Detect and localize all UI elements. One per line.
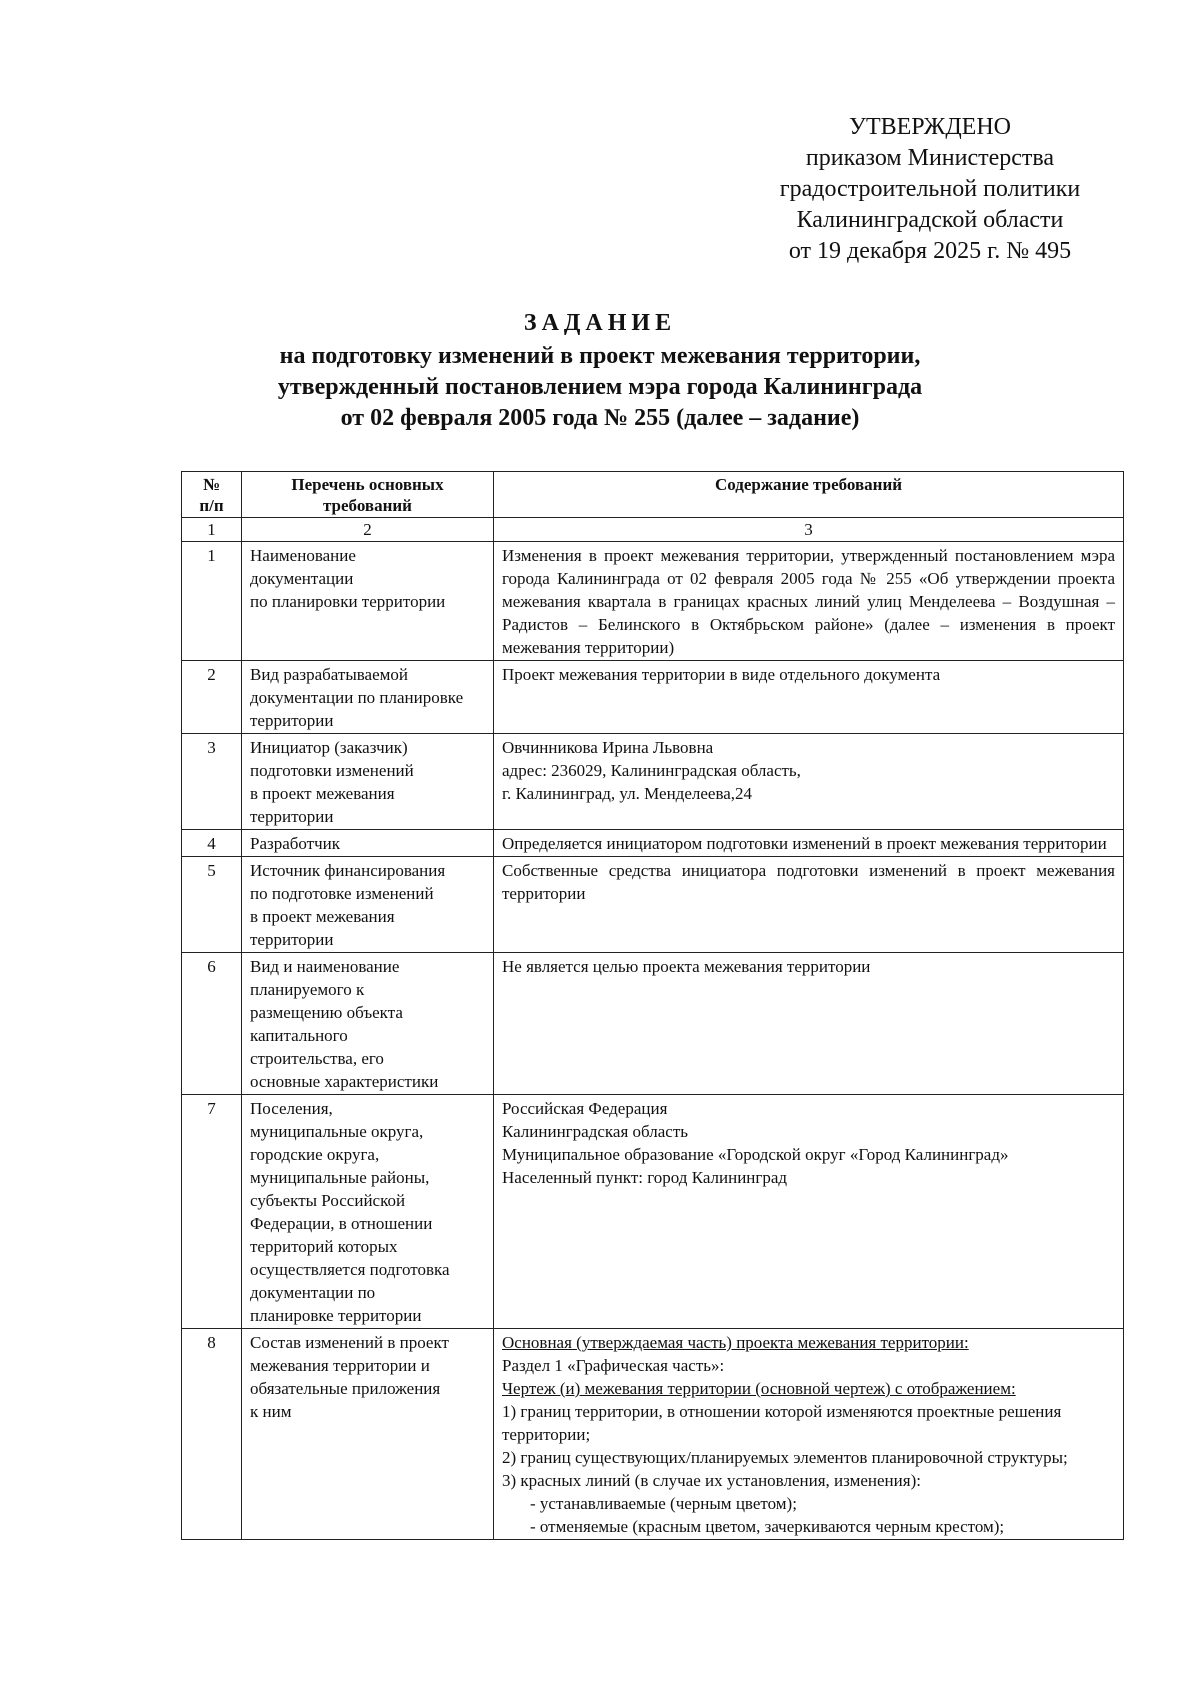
header-num: № п/п — [182, 472, 242, 518]
document-title — [180, 308, 1020, 434]
row-requirement: Поселения, муниципальные округа, городские округа, муниципальные районы, субъекты Российской Федерации, в отношении территорий которых осуществляется подготовка документации по планировке территории — [242, 1095, 494, 1329]
row-requirement: Разработчик — [242, 830, 494, 857]
row-content: Определяется инициатором подготовки изменений в проект межевания территории — [494, 830, 1124, 857]
composition-section: Раздел 1 «Графическая часть»: — [502, 1356, 725, 1375]
header-requirements: Перечень основных требований — [242, 472, 494, 518]
table-row — [182, 857, 1124, 953]
column-number-row — [182, 518, 1124, 542]
composition-drawing: Чертеж (и) межевания территории (основной чертеж) с отображением: — [502, 1379, 1016, 1398]
row-number: 7 — [182, 1095, 242, 1329]
composition-subitem: - устанавливаемые (черным цветом); — [530, 1494, 797, 1513]
row-number: 2 — [182, 661, 242, 734]
row-number: 6 — [182, 953, 242, 1095]
table-row — [182, 661, 1124, 734]
row-number: 3 — [182, 734, 242, 830]
composition-item: 3) красных линий (в случае их установления, изменения): — [502, 1471, 921, 1490]
table-row — [182, 542, 1124, 661]
requirements-table — [181, 471, 1124, 1540]
row-requirement: Инициатор (заказчик) подготовки изменений в проект межевания территории — [242, 734, 494, 830]
composition-item: 1) границ территории, в отношении которой изменяются проектные решения территории; — [502, 1402, 1062, 1444]
row-content: Не является целью проекта межевания территории — [494, 953, 1124, 1095]
row-content — [494, 1329, 1124, 1540]
row-requirement: Источник финансирования по подготовке изменений в проект межевания территории — [242, 857, 494, 953]
row-number: 1 — [182, 542, 242, 661]
row-number: 4 — [182, 830, 242, 857]
col-number: 1 — [182, 518, 242, 542]
row-content: Российская Федерация Калининградская область Муниципальное образование «Городской округ «Город Калининград» Населенный пункт: город Калининград — [494, 1095, 1124, 1329]
approval-line: от 19 декабря 2025 г. № 495 — [788, 238, 1072, 264]
row-requirement: Наименование документации по планировки территории — [242, 542, 494, 661]
table-header-row — [182, 472, 1124, 518]
table-row — [182, 1329, 1124, 1540]
table-row — [182, 734, 1124, 830]
table-row — [182, 1095, 1124, 1329]
col-number: 2 — [242, 518, 494, 542]
row-content: Изменения в проект межевания территории, утвержденный постановлением мэра города Калининграда от 02 февраля 2005 года № 255 «Об утверждении проекта межевания квартала в границах красных линий улиц Менделеева – Воздушная – Радистов – Белинского в Октябрьском районе» (далее – изменения в проект межевания территории) — [494, 542, 1124, 661]
row-requirement: Вид и наименование планируемого к размещению объекта капитального строительства, его основные характеристики — [242, 953, 494, 1095]
approval-line: приказом Министерства — [805, 145, 1055, 171]
title-line: от 02 февраля 2005 года № 255 (далее – задание) — [340, 405, 860, 431]
table-row — [182, 953, 1124, 1095]
row-number: 8 — [182, 1329, 242, 1540]
row-content: Овчинникова Ирина Львовна адрес: 236029, Калининградская область, г. Калининград, ул. Менделеева,24 — [494, 734, 1124, 830]
composition-item: 2) границ существующих/планируемых элементов планировочной структуры; — [502, 1448, 1068, 1467]
table-row — [182, 830, 1124, 857]
row-requirement: Вид разрабатываемой документации по планировке территории — [242, 661, 494, 734]
row-content: Проект межевания территории в виде отдельного документа — [494, 661, 1124, 734]
row-content: Собственные средства инициатора подготовки изменений в проект межевания территории — [494, 857, 1124, 953]
title-line: на подготовку изменений в проект межевания территории, — [279, 343, 921, 369]
title-line: утвержденный постановлением мэра города Калининграда — [277, 374, 923, 400]
approval-line: градостроительной политики — [779, 176, 1081, 202]
approval-line: УТВЕРЖДЕНО — [848, 114, 1012, 140]
col-number: 3 — [494, 518, 1124, 542]
row-requirement: Состав изменений в проект межевания территории и обязательные приложения к ним — [242, 1329, 494, 1540]
title-main: ЗАДАНИЕ — [523, 310, 677, 336]
row-number: 5 — [182, 857, 242, 953]
approval-stamp — [770, 112, 1090, 267]
composition-heading: Основная (утверждаемая часть) проекта межевания территории: — [502, 1333, 969, 1352]
approval-line: Калининградской области — [796, 207, 1064, 233]
composition-subitem: - отменяемые (красным цветом, зачеркиваются черным крестом); — [530, 1517, 1005, 1536]
header-content: Содержание требований — [494, 472, 1124, 518]
